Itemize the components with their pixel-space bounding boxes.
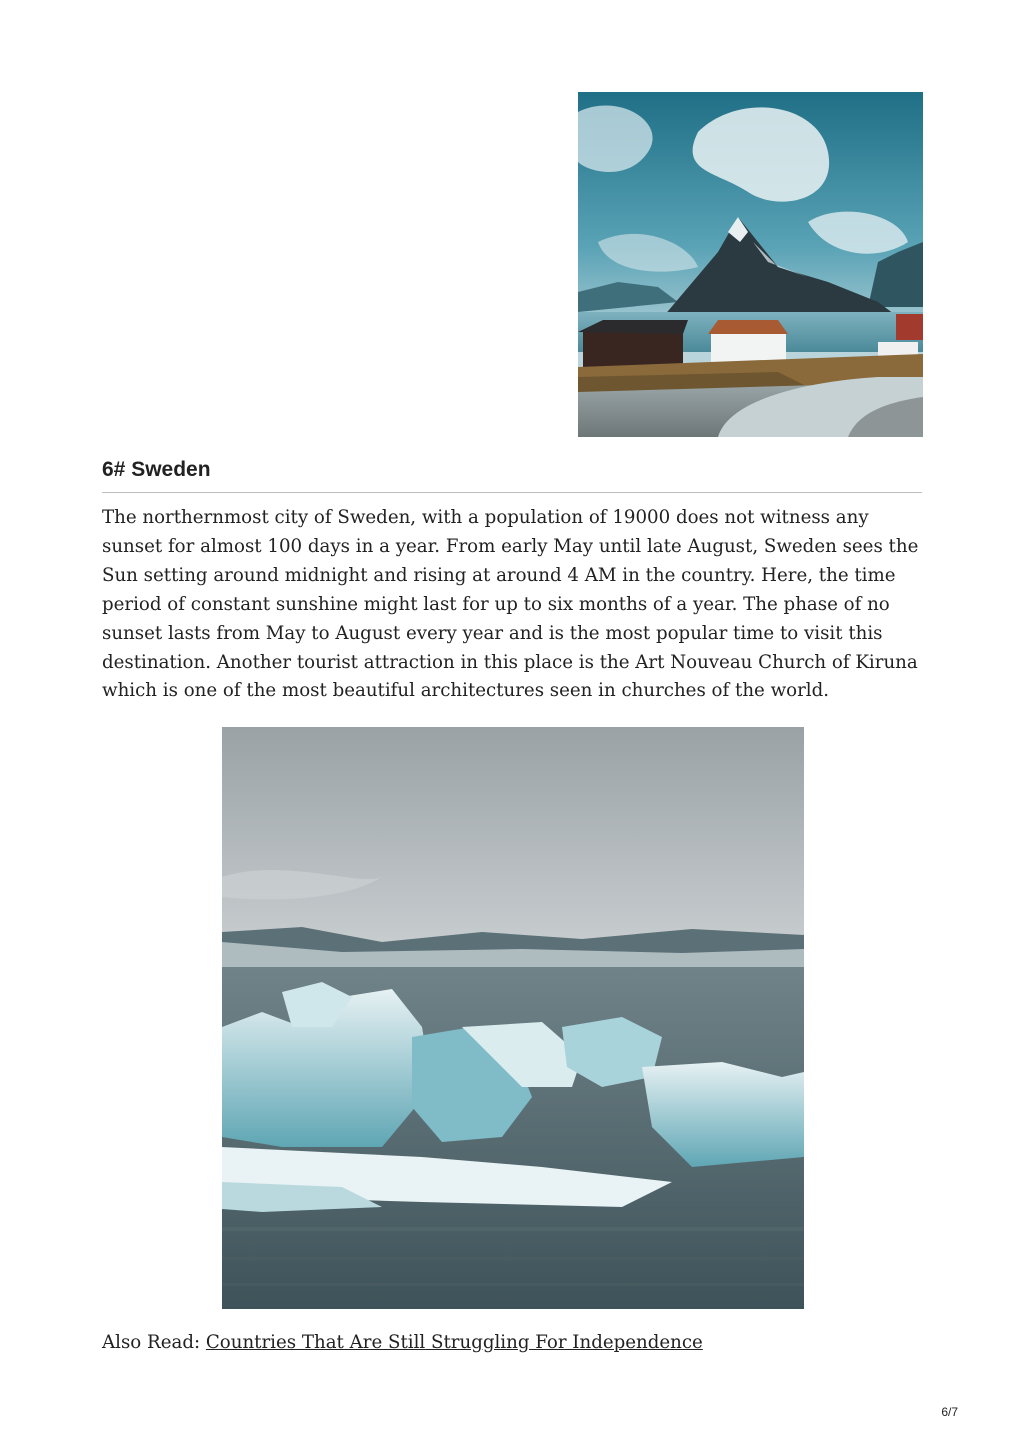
section-paragraph: The northernmost city of Sweden, with a population of 19000 does not witness any sunset for almost 100 days in a year. From early May until late August, Sweden sees the Sun setting around midnight and rising at around 4 AM in the country. Here, the time period of constant sunshine might last for up to six months of a year. The phase of no sunset lasts from May to August every year and is the most popular time to visit this destination. Another tourist attraction in this place is the Art Nouveau Church of Kiruna which is one of the most beautiful architectures seen in churches of the world. bbox=[102, 507, 919, 702]
page-number: 6/7 bbox=[941, 1405, 958, 1419]
section-heading: 6# Sweden bbox=[102, 458, 211, 481]
also-read-prefix: Also Read: bbox=[102, 1332, 206, 1353]
icebergs-photo bbox=[222, 727, 804, 1309]
also-read-link[interactable]: Countries That Are Still Struggling For Independence bbox=[205, 1332, 703, 1353]
also-read-line bbox=[102, 1329, 703, 1357]
mountain-village-photo bbox=[578, 92, 923, 437]
heading-divider bbox=[102, 492, 922, 493]
